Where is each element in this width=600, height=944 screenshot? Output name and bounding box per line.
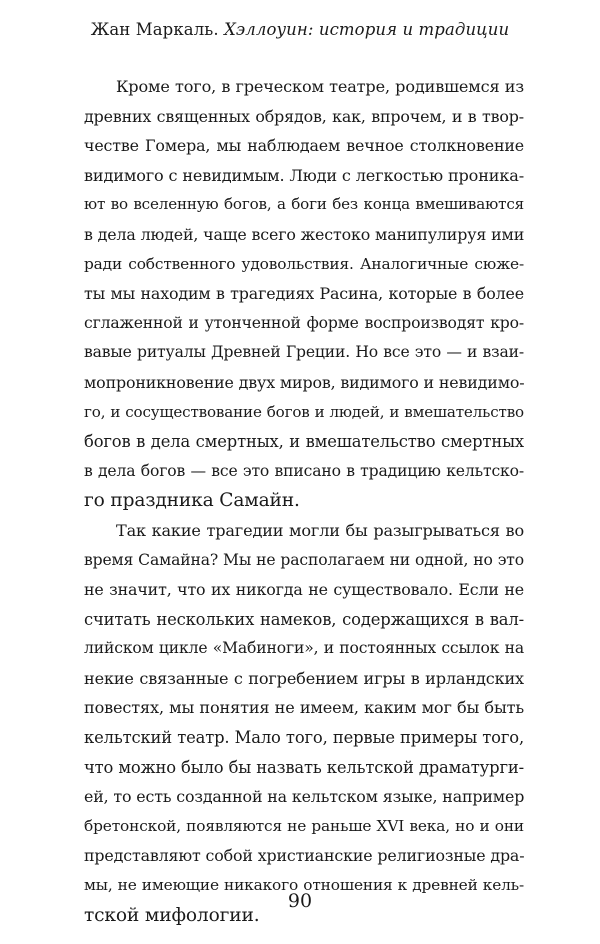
text-line: вавые ритуалы Древней Греции. Но все это — и взаи- [84, 343, 524, 362]
text-line: кельтский театр. Мало того, первые примеры того, [84, 728, 524, 748]
text-line: богов в дела смертных, и вмешательство смертных [84, 432, 524, 452]
running-head [0, 20, 600, 39]
text-line: Кроме того, в греческом театре, родившемся из [116, 77, 524, 96]
text-line: лийском цикле «Мабиноги», и постоянных ссылок на [84, 639, 524, 658]
text-line: честве Гомера, мы наблюдаем вечное столкновение [84, 136, 524, 156]
text-line: представляют собой христианские религиозные дра- [84, 846, 525, 866]
body-text [84, 72, 524, 930]
running-head-author: Жан Маркаль. [90, 20, 225, 39]
text-line: мы, не имеющие никакого отношения к древней кель- [84, 876, 524, 895]
text-line: мопроникновение двух миров, видимого и невидимо- [84, 372, 525, 392]
text-line: что можно было бы назвать кельтской драматурги- [84, 757, 524, 777]
text-line: го, и сосуществование богов и людей, и вмешательство [84, 402, 524, 421]
text-line: ей, то есть созданной на кельтском языке, например [84, 787, 525, 807]
text-line: в дела людей, чаще всего жестоко манипулируя ими [84, 224, 525, 244]
text-line: считать нескольких намеков, содержащихся в вал- [84, 609, 524, 629]
page-number: 90 [287, 890, 313, 912]
text-line: ради собственного удовольствия. Аналогичные сюже- [84, 254, 524, 273]
text-line: сглаженной и утонченной форме воспроизводят кро- [84, 313, 524, 332]
text-line: время Самайна? Мы не располагаем ни одной, но это [84, 550, 524, 569]
text-line: повестях, мы понятия не имеем, каким мог бы быть [84, 698, 524, 718]
text-line: в дела богов — все это вписано в традицию кельтско- [84, 461, 524, 480]
text-line: ты мы находим в трагедиях Расина, которые в более [84, 284, 524, 304]
text-line: ют во вселенную богов, а боги без конца вмешиваются [84, 195, 524, 214]
running-head-title: Хэллоуин: история и традиции [224, 20, 510, 39]
text-line: некие связанные с погребением игры в ирландских [84, 668, 524, 688]
text-line: древних священных обрядов, как, впрочем, и в твор- [84, 106, 524, 126]
text-line: го праздника Самайн. [84, 490, 300, 512]
text-line: бретонской, появляются не раньше XVI века, но и они [84, 816, 524, 835]
text-line: не значит, что их никогда не существовало. Если не [84, 580, 524, 600]
text-line: тской мифологии. [84, 904, 260, 926]
text-line: видимого с невидимым. Люди с легкостью проника- [84, 165, 525, 185]
text-line: Так какие трагедии могли бы разыгрываться во [116, 520, 524, 540]
